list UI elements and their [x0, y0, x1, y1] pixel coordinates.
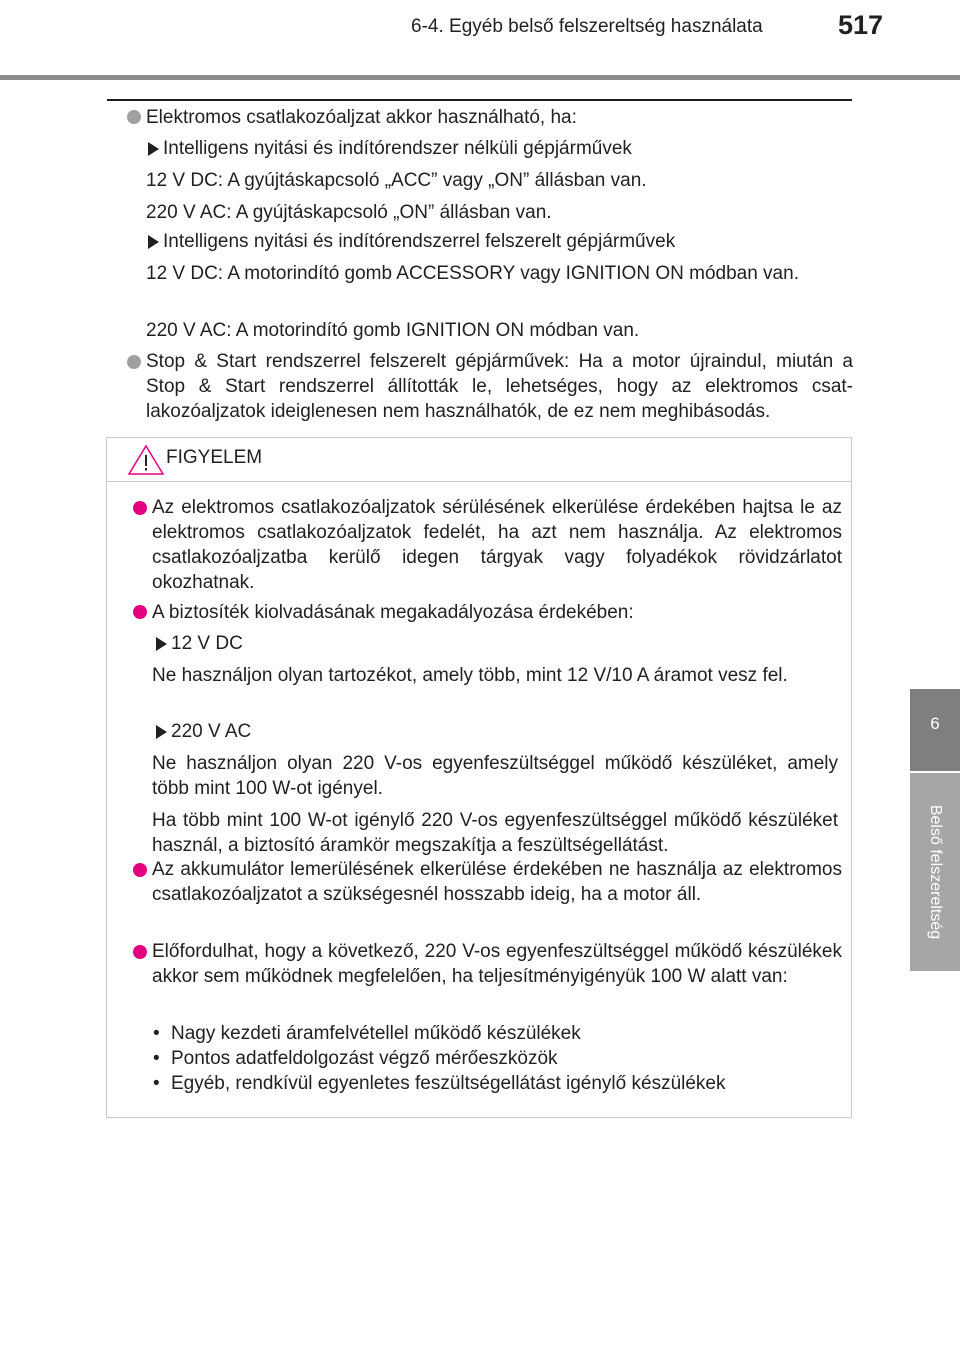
warning-item-socket-cover: Az elektromos csatlakozóaljzatok sérülésének elkerülése érdekében hajtsa le az elektromos csatlakozóaljzatok fedelét, ha azt nem használja. Az elektromos csatlakozóaljzatba kerülő idegen tárgyak vagy folyadékok rövidzárlatot okozhatnak. [152, 497, 842, 593]
ac-text: Ne használjon olyan 220 V-os egyenfeszültséggel működő készüléket, amely több mint 100 W-ot igényel. [152, 753, 838, 799]
list-dot: • [153, 1023, 160, 1044]
warning-bullet-icon [133, 945, 147, 959]
note-bullet-icon [127, 110, 141, 124]
ac-text: Ha több mint 100 W-ot igénylő 220 V-os egyenfeszültséggel működő készüléket használ, a biztosító áramkör megszakítja a feszültségellátást. [152, 810, 838, 856]
condition-line: 220 V AC: A motorindító gomb IGNITION ON módban van. [146, 320, 640, 341]
note-stop-start: Stop & Start rendszerrel felszerelt gépjárművek: Ha a motor újraindul, miután a Stop & Start rendszerrel állították le, lehetséges, hogy az elektromos csat-lakozóaljzatok ideiglenesen nem használhatók, de ez nem meghibásodás. [146, 351, 853, 422]
chapter-title: Belső felszereltség [927, 804, 944, 940]
list-dot: • [153, 1048, 160, 1069]
list-item: Egyéb, rendkívül egyenletes feszültségellátást igénylő készülékek [171, 1073, 726, 1094]
note-electric-socket: Elektromos csatlakozóaljzat akkor használható, ha: [146, 107, 577, 128]
warning-title: FIGYELEM [166, 447, 263, 468]
arrow-bullet-icon [148, 235, 159, 249]
header-rule [0, 75, 960, 80]
warning-triangle-icon [127, 444, 165, 476]
warning-header-rule [107, 481, 851, 482]
warning-item-fuse: A biztosíték kiolvadásának megakadályozása érdekében: [152, 602, 634, 623]
dc-heading: 12 V DC [171, 633, 243, 654]
condition-line: 12 V DC: A motorindító gomb ACCESSORY vagy IGNITION ON módban van. [146, 263, 799, 284]
note-bullet-icon [127, 355, 141, 369]
warning-item-battery: Az akkumulátor lemerülésének elkerülése érdekében ne használja az elektromos csatlakozóaljzatot a szükségesnél hosszabb ideig, ha a motor áll. [152, 859, 842, 905]
ac-heading: 220 V AC [171, 721, 252, 742]
section-divider [107, 99, 852, 101]
condition-line: 220 V AC: A gyújtáskapcsoló „ON” állásban van. [146, 202, 552, 223]
arrow-bullet-icon [156, 725, 167, 739]
page-number: 517 [838, 10, 884, 40]
warning-bullet-icon [133, 605, 147, 619]
list-dot: • [153, 1073, 160, 1094]
header-section-title: 6-4. Egyéb belső felszereltség használata [411, 16, 763, 37]
condition-line: 12 V DC: A gyújtáskapcsoló „ACC” vagy „ON” állásban van. [146, 170, 647, 191]
list-item: Pontos adatfeldolgozást végző mérőeszközök [171, 1048, 558, 1069]
warning-item-devices: Előfordulhat, hogy a következő, 220 V-os egyenfeszültséggel működő készülékek akkor sem működnek megfelelően, ha teljesítményigényük 100 W alatt van: [152, 941, 842, 987]
list-item: Nagy kezdeti áramfelvétellel működő készülékek [171, 1023, 581, 1044]
condition-heading-with-smart-key: Intelligens nyitási és indítórendszerrel felszerelt gépjárművek [163, 231, 676, 252]
condition-heading-without-smart-key: Intelligens nyitási és indítórendszer nélküli gépjárművek [163, 138, 632, 159]
arrow-bullet-icon [148, 142, 159, 156]
dc-text: Ne használjon olyan tartozékot, amely több, mint 12 V/10 A áramot vesz fel. [152, 665, 788, 686]
warning-bullet-icon [133, 501, 147, 515]
arrow-bullet-icon [156, 637, 167, 651]
chapter-number: 6 [930, 714, 940, 733]
warning-bullet-icon [133, 863, 147, 877]
